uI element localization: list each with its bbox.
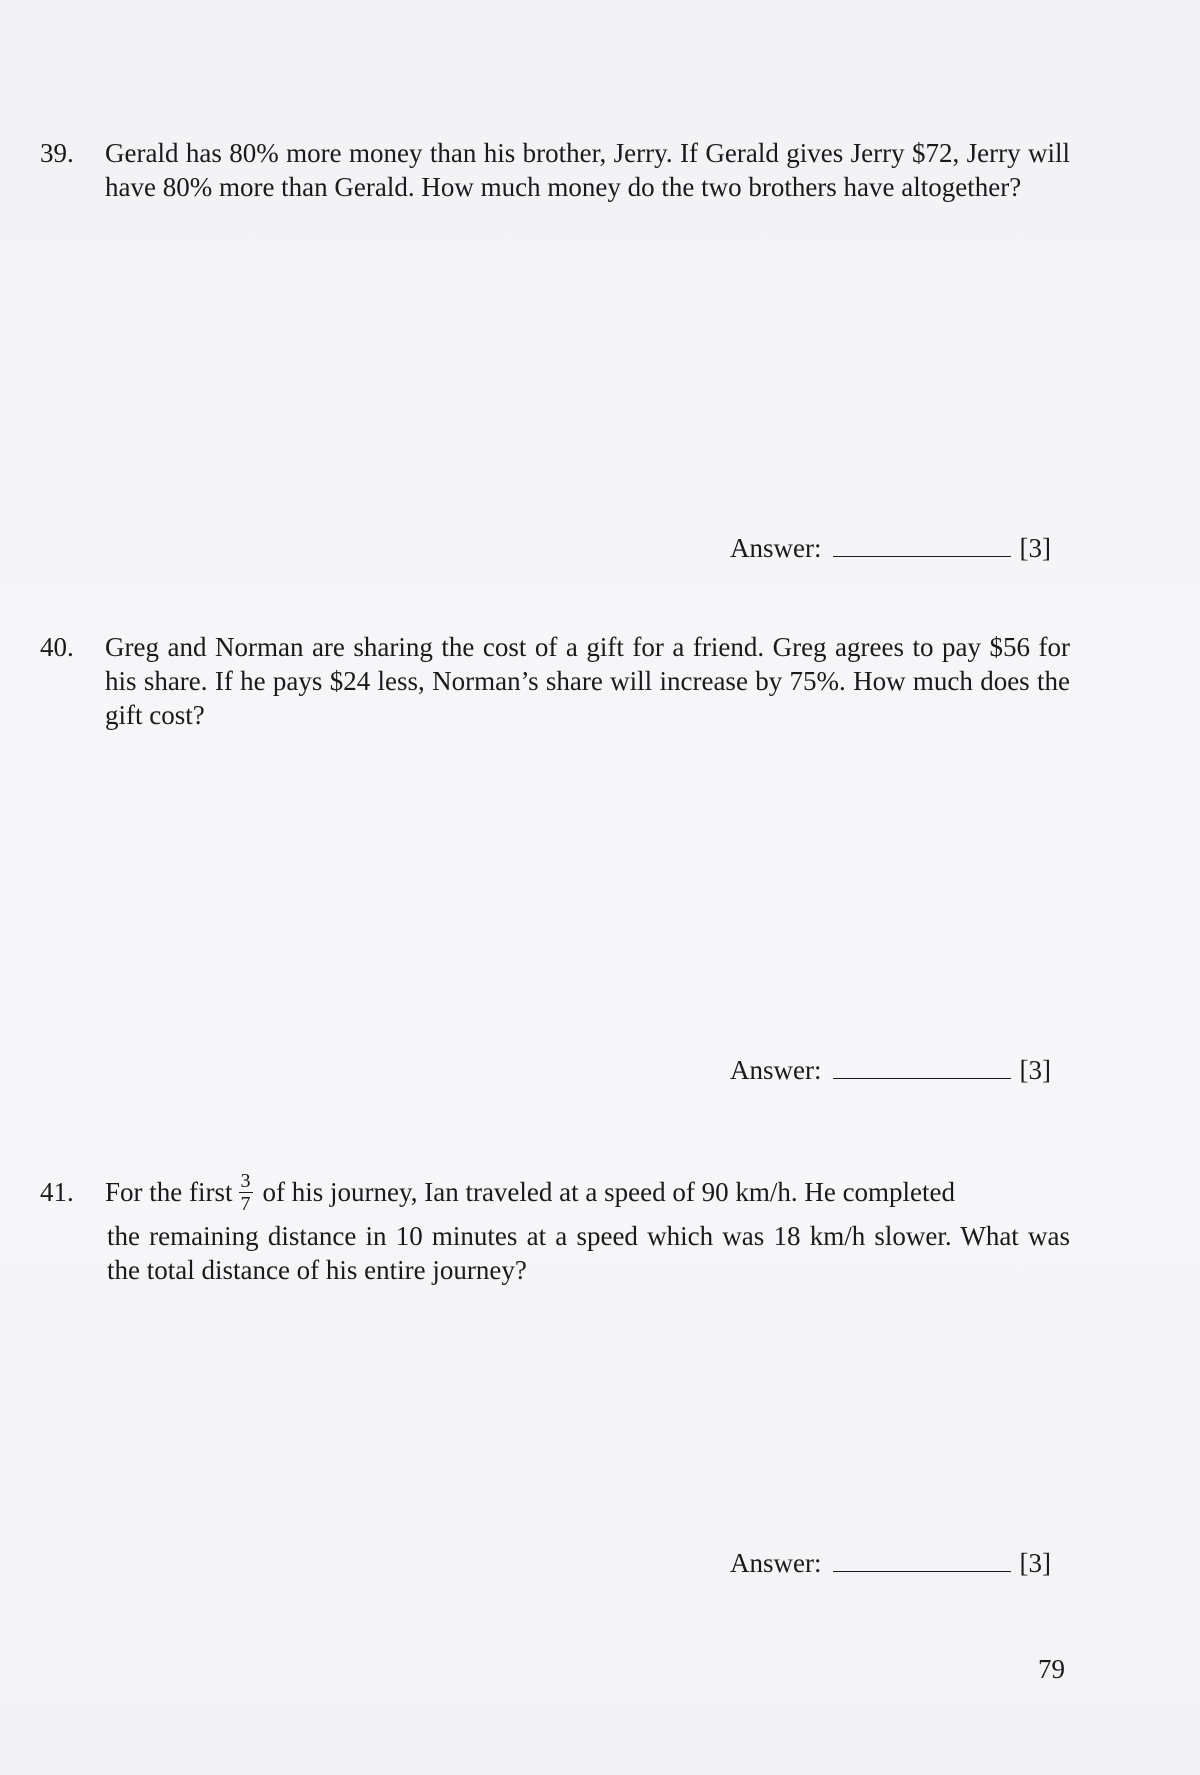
answer-row-39	[730, 533, 1070, 564]
answer-row-40	[730, 1055, 1070, 1086]
question-39	[40, 136, 1070, 204]
page-number: 79	[1038, 1654, 1065, 1684]
question-number: 41.	[40, 1177, 74, 1207]
answer-label: Answer:	[730, 533, 822, 563]
fraction-numerator: 3	[240, 1170, 251, 1193]
question-text-after-fraction: of his journey, Ian traveled at a speed of 90 km/h. He completed	[262, 1177, 956, 1207]
question-text: Greg and Norman are sharing the cost of a gift for a friend. Greg agrees to pay $56 for his share. If he pays $24 less, Norman’s share will increase by 75%. How much does the gift cost?	[105, 632, 1070, 730]
answer-line[interactable]	[833, 1549, 1011, 1572]
answer-line[interactable]	[833, 534, 1011, 557]
question-number: 39.	[40, 138, 74, 168]
answer-row-41	[730, 1548, 1070, 1579]
fraction	[239, 1170, 253, 1215]
question-text-before-fraction: For the first	[105, 1177, 233, 1207]
fraction-denominator: 7	[240, 1193, 251, 1216]
marks-label: [3]	[1019, 1548, 1051, 1578]
question-text-rest: the remaining distance in 10 minutes at a speed which was 18 km/h slower. What was the total distance of his entire journey?	[107, 1221, 1070, 1285]
answer-label: Answer:	[730, 1548, 822, 1578]
marks-label: [3]	[1019, 533, 1051, 563]
question-text-first-line	[105, 1164, 1070, 1221]
answer-line[interactable]	[833, 1056, 1011, 1079]
question-text: Gerald has 80% more money than his brother, Jerry. If Gerald gives Jerry $72, Jerry will have 80% more than Gerald. How much money do the two brothers have altogether?	[105, 138, 1070, 202]
question-41	[40, 1164, 1070, 1287]
answer-label: Answer:	[730, 1055, 822, 1085]
question-40	[40, 630, 1070, 732]
question-number: 40.	[40, 632, 74, 662]
marks-label: [3]	[1019, 1055, 1051, 1085]
